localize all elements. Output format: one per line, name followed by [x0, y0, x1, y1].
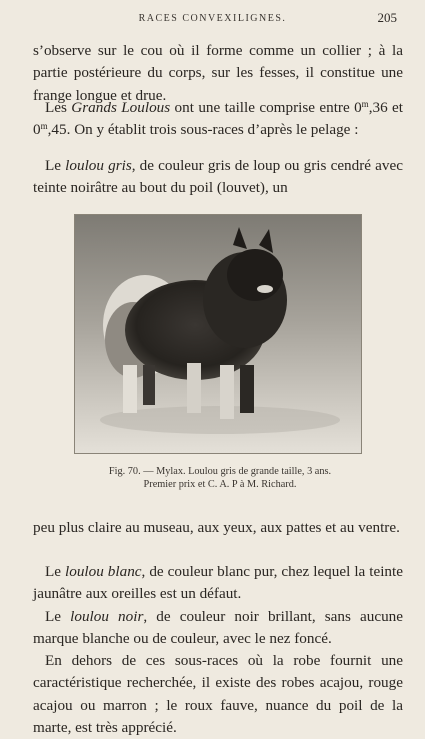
paragraph-loulou-noir [33, 606, 403, 651]
dog-photograph [74, 214, 362, 454]
italic-term: Grands Loulous [71, 99, 171, 116]
text: Le [45, 563, 65, 580]
italic-term: loulou gris [65, 157, 132, 174]
text: ,45. On y établit trois sous-races d’après le pelage : [47, 121, 359, 139]
text: ,36 et 0 [33, 99, 403, 139]
figure-caption-line1: Fig. 70. — Mylax. Loulou gris de grande taille, 3 ans. [108, 466, 332, 477]
paragraph-robes: En dehors de ces sous-races où la robe fournit une caractéristique recherchée, il existe des robes acajou, rouge acajou ou marron ; le roux fauve, nuance du poil de la marte, est très apprécié. [33, 652, 403, 736]
text: , de couleur noir brillant, sans aucune marque blanche ou de couleur, avec le nez foncé. [33, 608, 403, 648]
page-number: 205 [377, 10, 397, 25]
text: Le [45, 608, 71, 625]
paragraph-loulou-gris [33, 155, 403, 200]
italic-term: loulou noir [70, 608, 144, 625]
running-title: RACES CONVEXILIGNES. [138, 13, 287, 24]
text: ont une taille comprise entre 0 [170, 99, 362, 116]
superscript: m [361, 99, 369, 109]
paragraph-loulou-blanc [33, 561, 403, 606]
figure-caption-line2: Premier prix et C. A. P à M. Richard. [143, 479, 297, 490]
paragraph-grands-loulous [33, 97, 403, 142]
text: Le [45, 157, 66, 174]
text: , de couleur gris de loup ou gris cendré avec teinte noirâtre au bout du poil (louvet), un [33, 157, 403, 197]
paragraph-collar: s’observe sur le cou où il forme comme un collier ; à la partie postérieure du corps, sur les fesses, il constitue une frange longue et drue. [33, 42, 403, 104]
text: Les [45, 99, 72, 116]
paragraph-continuation: peu plus claire au museau, aux yeux, aux pattes et au ventre. [33, 519, 400, 536]
dog-illustration [75, 215, 361, 453]
italic-term: loulou blanc [65, 563, 142, 580]
superscript: m [40, 121, 48, 132]
running-head [0, 10, 425, 26]
text: , de couleur blanc pur, chez lequel la teinte jaunâtre aux oreilles est un défaut. [33, 563, 403, 603]
